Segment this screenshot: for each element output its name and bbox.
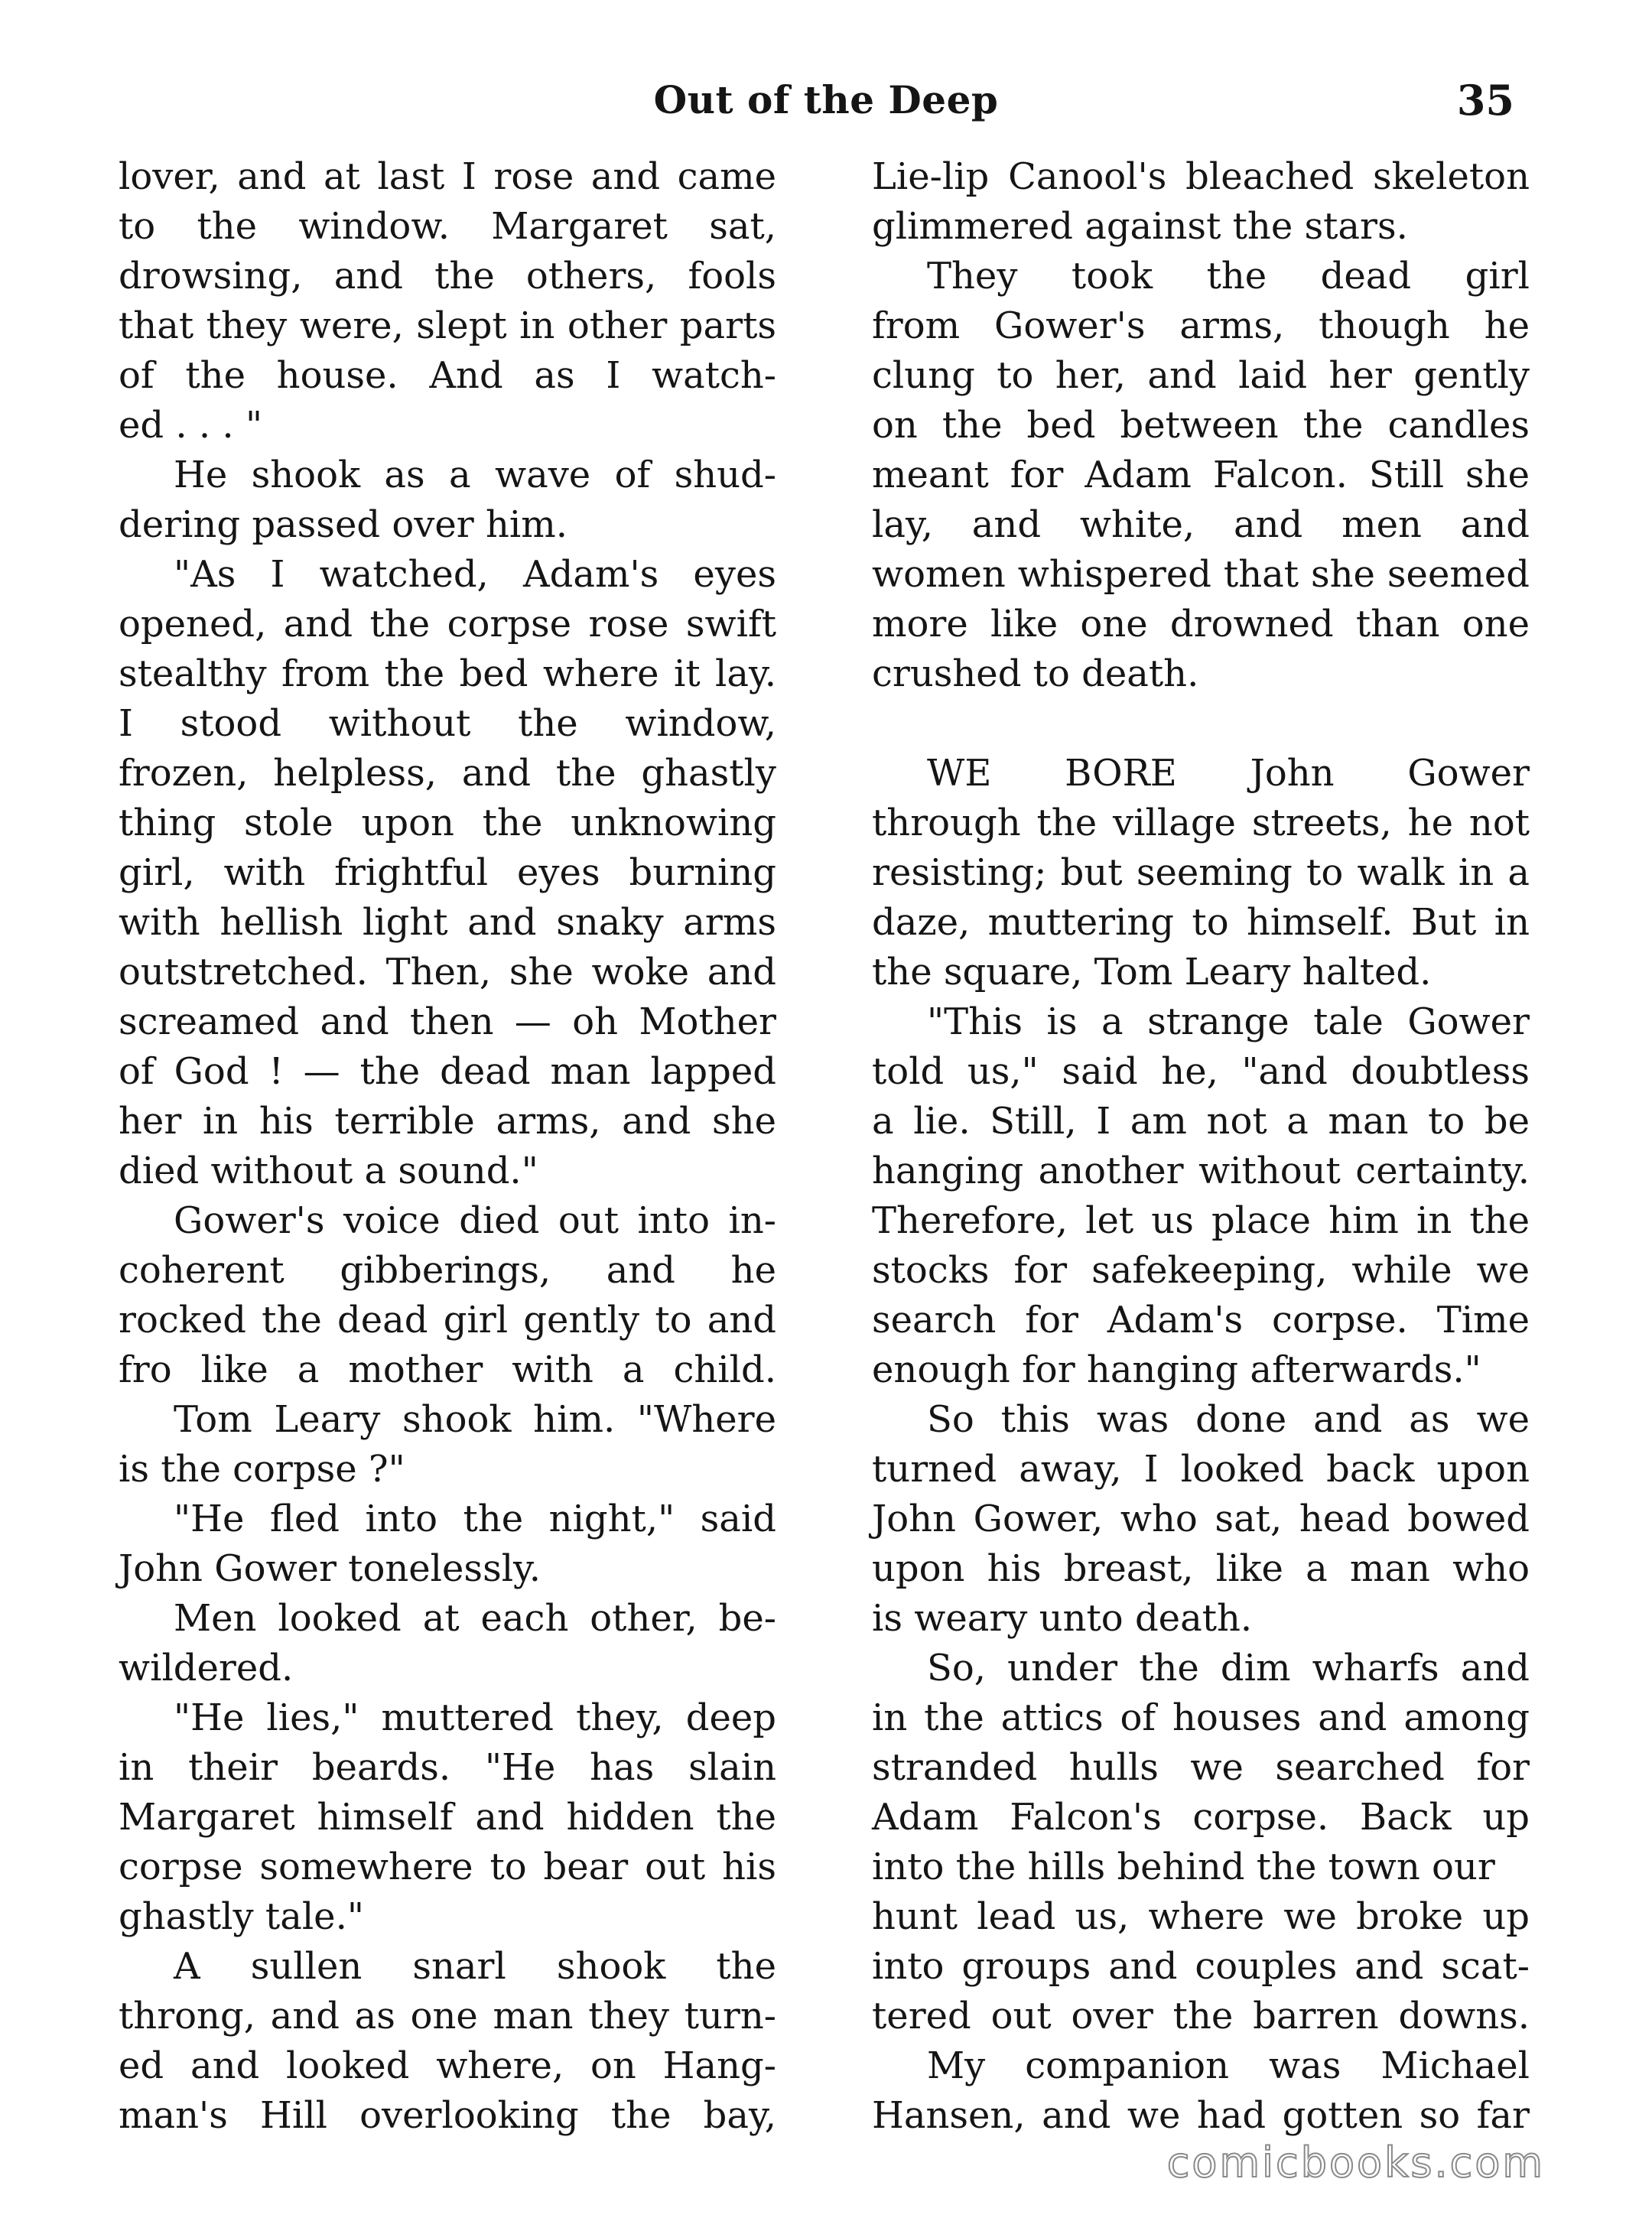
text-line: ed . . . ": [119, 404, 263, 447]
text-line: the square, Tom Leary halted.: [872, 951, 1432, 994]
text-line: a lie. Still, I am not a man to be: [872, 1100, 1530, 1143]
text-line: thing stole upon the unknowing: [119, 802, 776, 844]
page-number: 35: [1456, 76, 1514, 125]
text-line: meant for Adam Falcon. Still she: [872, 454, 1530, 496]
text-line: on the bed between the candles: [872, 404, 1530, 447]
text-line: in their beards. "He has slain: [119, 1746, 776, 1789]
text-line: throng, and as one man they turn-: [119, 1995, 776, 2038]
text-line: hanging another without certainty.: [872, 1150, 1530, 1192]
text-line: WE BORE John Gower: [927, 752, 1530, 795]
text-line: lay, and white, and men and: [872, 503, 1530, 546]
text-line: frozen, helpless, and the ghastly: [119, 752, 776, 795]
text-line: into the hills behind the town our: [872, 1846, 1495, 1888]
text-line: stealthy from the bed where it lay.: [119, 652, 776, 695]
text-line: Adam Falcon's corpse. Back up: [872, 1796, 1530, 1839]
text-line: A sullen snarl shook the: [174, 1945, 776, 1988]
text-line: Hansen, and we had gotten so far: [872, 2094, 1530, 2137]
text-line: women whispered that she seemed: [872, 553, 1530, 596]
text-line: corpse somewhere to bear out his: [119, 1846, 776, 1888]
text-line: fro like a mother with a child.: [119, 1348, 776, 1391]
text-line: Men looked at each other, be-: [174, 1597, 776, 1640]
text-line: man's Hill overlooking the bay,: [119, 2094, 776, 2137]
text-line: of God ! — the dead man lapped: [119, 1050, 776, 1093]
text-line: John Gower, who sat, head bowed: [872, 1498, 1530, 1540]
text-line: Margaret himself and hidden the: [119, 1796, 776, 1839]
text-line: "He fled into the night," said: [174, 1498, 776, 1540]
text-line: coherent gibberings, and he: [119, 1249, 776, 1292]
text-line: hunt lead us, where we broke up: [872, 1895, 1530, 1938]
text-line: crushed to death.: [872, 652, 1199, 695]
text-line: from Gower's arms, though he: [872, 304, 1530, 347]
text-line: that they were, slept in other parts: [119, 304, 776, 347]
text-line: outstretched. Then, she woke and: [119, 951, 776, 994]
text-line: wildered.: [119, 1647, 294, 1690]
text-line: He shook as a wave of shud-: [174, 454, 776, 496]
text-line: with hellish light and snaky arms: [119, 901, 776, 944]
text-line: stranded hulls we searched for: [872, 1746, 1530, 1789]
text-line: is weary unto death.: [872, 1597, 1253, 1640]
site-watermark: comicbooks.com: [1166, 2138, 1545, 2187]
section-gap: [872, 699, 1530, 749]
text-line: So, under the dim wharfs and: [927, 1647, 1530, 1690]
text-line: "He lies," muttered they, deep: [174, 1696, 776, 1739]
text-line: into groups and couples and scat-: [872, 1945, 1530, 1988]
text-line: Gower's voice died out into in-: [174, 1199, 776, 1242]
text-line: girl, with frightful eyes burning: [119, 851, 776, 894]
text-line: screamed and then — oh Mother: [119, 1000, 776, 1043]
text-line: ed and looked where, on Hang-: [119, 2044, 776, 2087]
text-line: Tom Leary shook him. "Where: [174, 1398, 776, 1441]
text-line: Therefore, let us place him in the: [872, 1199, 1530, 1242]
left-text-column: [119, 152, 776, 2141]
text-line: upon his breast, like a man who: [872, 1547, 1530, 1590]
text-line: rocked the dead girl gently to and: [119, 1299, 776, 1342]
text-line: "This is a strange tale Gower: [927, 1000, 1530, 1043]
text-line: Lie-lip Canool's bleached skeleton: [872, 155, 1530, 198]
text-line: drowsing, and the others, fools: [119, 255, 776, 298]
text-line: I stood without the window,: [119, 702, 776, 745]
text-line: lover, and at last I rose and came: [119, 155, 776, 198]
text-line: is the corpse ?": [119, 1448, 405, 1491]
text-line: John Gower tonelessly.: [119, 1547, 541, 1590]
text-line: daze, muttering to himself. But in: [872, 901, 1530, 944]
text-line: resisting; but seeming to walk in a: [872, 851, 1530, 894]
text-line: opened, and the corpse rose swift: [119, 603, 776, 646]
text-line: dering passed over him.: [119, 503, 567, 546]
text-line: So this was done and as we: [927, 1398, 1530, 1441]
running-header-title: Out of the Deep: [653, 77, 999, 122]
text-line: told us," said he, "and doubtless: [872, 1050, 1530, 1093]
text-line: in the attics of houses and among: [872, 1696, 1530, 1739]
text-line: "As I watched, Adam's eyes: [174, 553, 776, 596]
text-line: to the window. Margaret sat,: [119, 205, 776, 248]
text-line: tered out over the barren downs.: [872, 1995, 1530, 2038]
text-line: more like one drowned than one: [872, 603, 1530, 646]
text-line: stocks for safekeeping, while we: [872, 1249, 1530, 1292]
text-line: My companion was Michael: [927, 2044, 1530, 2087]
text-line: her in his terrible arms, and she: [119, 1100, 776, 1143]
text-line: turned away, I looked back upon: [872, 1448, 1530, 1491]
text-line: glimmered against the stars.: [872, 205, 1408, 248]
right-text-column: [872, 152, 1530, 2141]
text-line: enough for hanging afterwards.": [872, 1348, 1481, 1391]
text-line: through the village streets, he not: [872, 802, 1530, 844]
text-line: They took the dead girl: [927, 255, 1530, 298]
text-line: of the house. And as I watch-: [119, 354, 776, 397]
text-line: search for Adam's corpse. Time: [872, 1299, 1530, 1342]
text-line: ghastly tale.": [119, 1895, 364, 1938]
text-line: clung to her, and laid her gently: [872, 354, 1530, 397]
text-line: died without a sound.": [119, 1150, 538, 1192]
